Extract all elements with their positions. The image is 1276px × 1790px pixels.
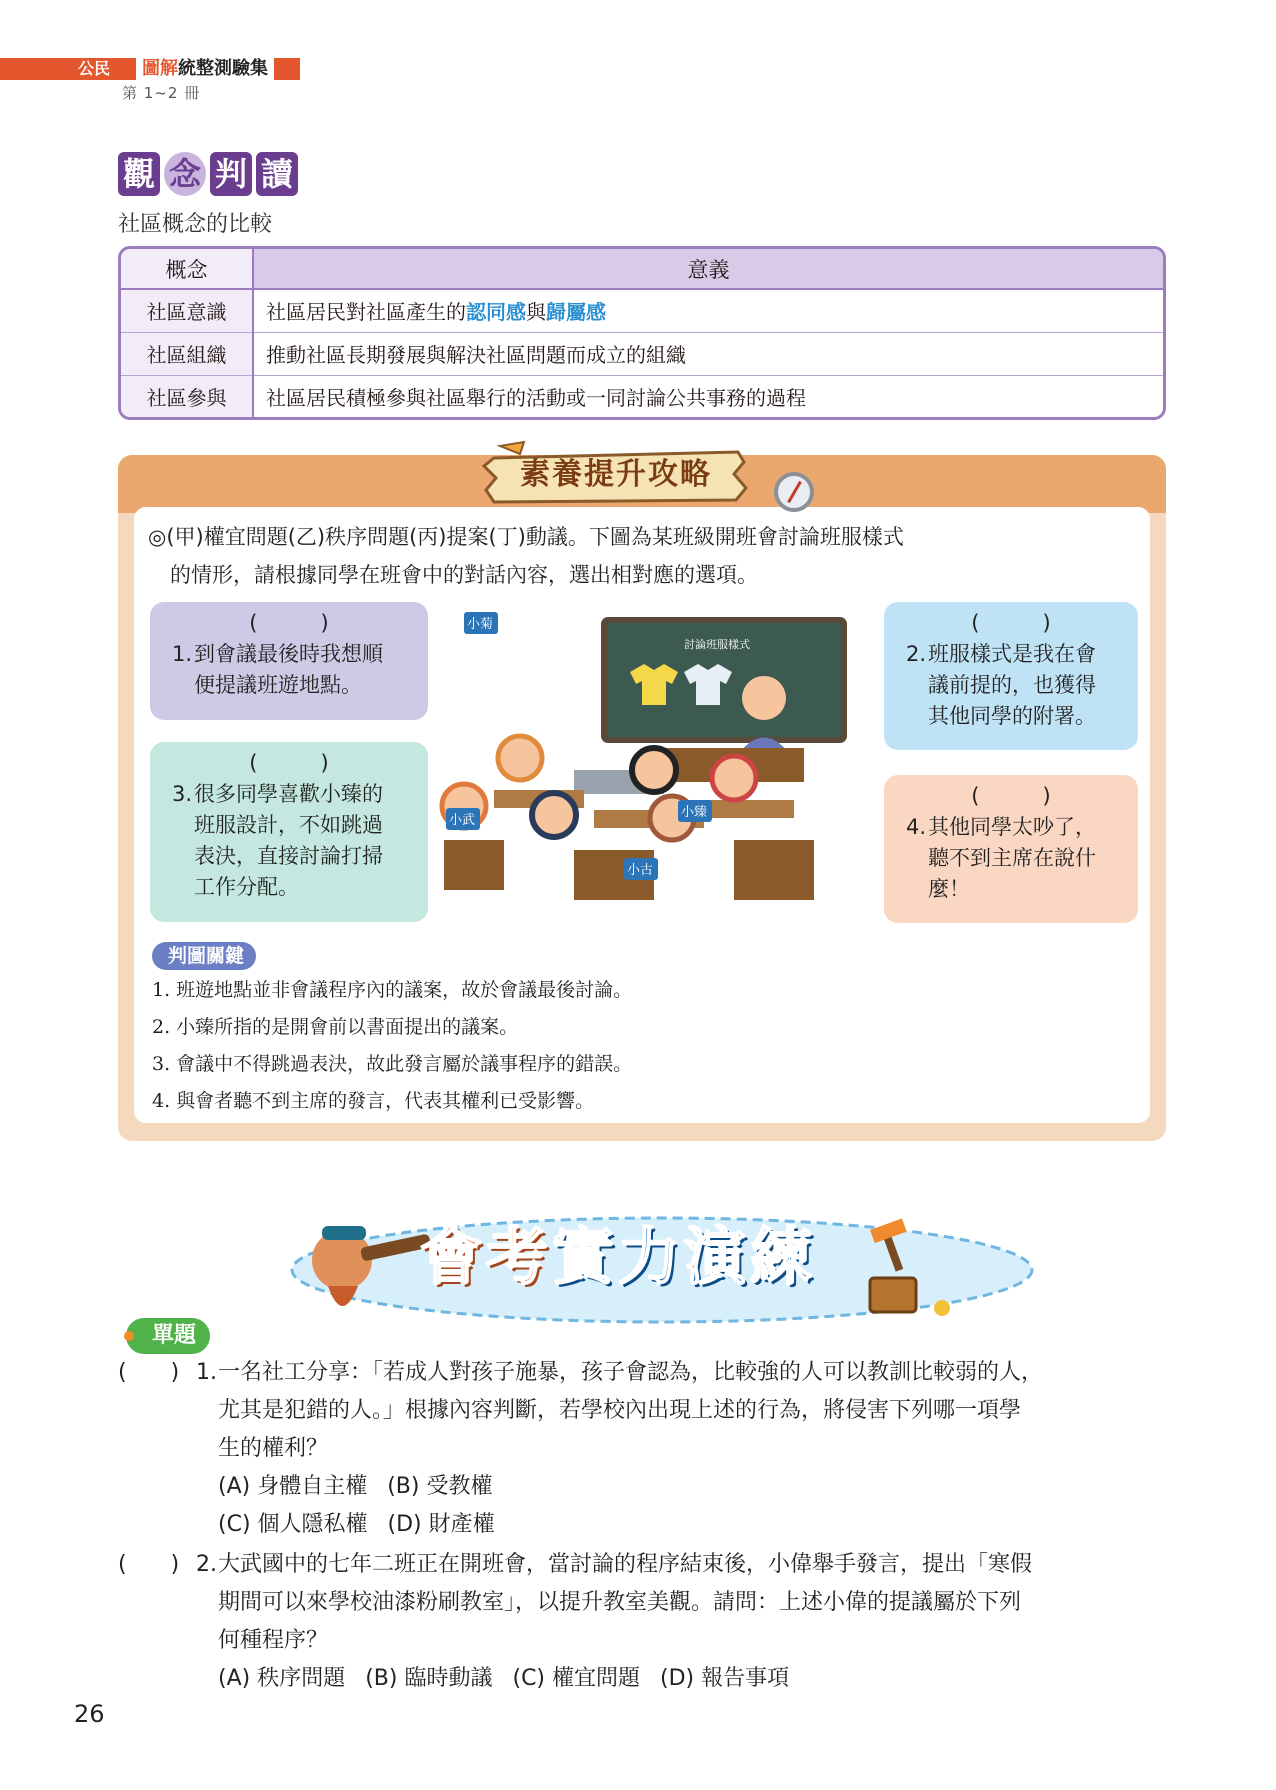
bubble-text: 很多同學喜歡小臻的	[194, 782, 383, 806]
question-text: 尤其是犯錯的人。」根據內容判斷，若學校內出現上述的行為，將侵害下列哪一項學	[218, 1398, 1022, 1423]
single-question-label: 單題	[126, 1318, 210, 1354]
strategy-question	[148, 518, 1148, 594]
bubble-text: 麼！	[928, 877, 970, 901]
student-figure	[498, 736, 542, 780]
bubble-number: 3.	[172, 782, 193, 806]
concept-section-title	[118, 152, 298, 196]
practice-banner-title-part: 會考	[420, 1220, 553, 1293]
page-number: 26	[74, 1700, 105, 1728]
teacher-figure	[742, 676, 786, 720]
concept-title-char: 讀	[256, 152, 298, 196]
question-text: 何種程序？	[218, 1628, 329, 1653]
bubble-text: 其他同學太吵了，	[928, 815, 1096, 839]
speech-bubble-1	[150, 602, 428, 720]
column-header-meaning: 意義	[253, 249, 1163, 289]
table-row	[121, 289, 1163, 332]
bubble-text: 班服設計，不如跳過	[194, 813, 383, 837]
table-row	[121, 332, 1163, 375]
answer-blank[interactable]: ( )	[249, 751, 329, 775]
question-text: 大武國中的七年二班正在開班會，當討論的程序結束後，小偉舉手發言，提出「寒假	[218, 1552, 1033, 1577]
strategy-banner-title: 素養提升攻略	[520, 457, 712, 492]
key-label-badge: 判圖關鍵	[152, 942, 256, 970]
option-a[interactable]: (A) 秩序問題	[218, 1666, 346, 1691]
speech-bubble-4	[884, 775, 1138, 923]
option-b[interactable]: (B) 臨時動議	[365, 1666, 493, 1691]
name-tag: 小臻	[681, 805, 708, 820]
meaning-cell: 推動社區長期發展與解決社區問題而成立的組織	[253, 332, 1163, 375]
header-subject: 公民	[77, 59, 110, 78]
concept-cell: 社區意識	[121, 289, 253, 332]
question-number: 1.	[196, 1360, 217, 1385]
options-row	[218, 1468, 1178, 1506]
concept-subtitle: 社區概念的比較	[118, 212, 273, 237]
bubble-text: 聽不到主席在說什	[928, 846, 1096, 870]
options-row	[218, 1660, 1178, 1698]
blackboard-text: 討論班服樣式	[684, 638, 750, 651]
bubble-text: 便提議班遊地點。	[194, 673, 362, 697]
student-figure	[712, 756, 756, 800]
student-desk	[734, 840, 814, 900]
name-tag: 小武	[449, 813, 476, 828]
list-item: 1. 班遊地點並非會議程序內的議案，故於會議最後討論。	[152, 979, 633, 1001]
concept-cell: 社區參與	[121, 375, 253, 418]
answer-blank[interactable]: ( )	[971, 784, 1051, 808]
concept-table	[118, 246, 1166, 420]
question-item	[118, 1354, 1178, 1544]
answer-blank[interactable]: ( )	[118, 1552, 180, 1577]
option-d[interactable]: (D) 財產權	[387, 1512, 495, 1537]
bubble-text: 班服樣式是我在會	[928, 642, 1096, 666]
question-body	[218, 1546, 1178, 1698]
question-number: 2.	[196, 1552, 217, 1577]
option-a[interactable]: (A) 身體自主權	[218, 1474, 368, 1499]
question-text: 生的權利？	[218, 1436, 329, 1461]
concept-table-header	[121, 249, 1163, 289]
student-figure	[632, 748, 676, 792]
header-book-title	[136, 56, 274, 82]
highlight-term: 歸屬感	[546, 300, 606, 325]
compass-icon	[774, 472, 814, 512]
option-d[interactable]: (D) 報告事項	[660, 1666, 790, 1691]
question-text: 一名社工分享：「若成人對孩子施暴，孩子會認為，比較強的人可以教訓比較弱的人，	[218, 1360, 1044, 1385]
bubble-text: 表決，直接討論打掃	[194, 844, 383, 868]
list-item: 3. 會議中不得跳過表決，故此發言屬於議事程序的錯誤。	[152, 1053, 633, 1075]
concept-title-char: 觀	[118, 152, 160, 196]
meaning-cell: 社區居民積極參與社區舉行的活動或一同討論公共事務的過程	[253, 375, 1163, 418]
answer-blank[interactable]: ( )	[971, 611, 1051, 635]
option-c[interactable]: (C) 個人隱私權	[218, 1512, 368, 1537]
highlight-term: 認同感	[466, 300, 526, 325]
strategy-question-line: ◎(甲)權宜問題(乙)秩序問題(丙)提案(丁)動議。下圖為某班級開班會討論班服樣式	[148, 525, 904, 549]
bubble-number: 1.	[172, 642, 193, 666]
concept-title-char: 判	[210, 152, 252, 196]
classroom-illustration	[434, 610, 880, 910]
practice-banner-title-part: 實力演練	[552, 1220, 817, 1293]
concept-title-char: 念	[164, 152, 206, 196]
option-c[interactable]: (C) 權宜問題	[512, 1666, 641, 1691]
bubble-text: 到會議最後時我想順	[194, 642, 383, 666]
name-tag: 小菊	[467, 617, 494, 632]
student-desk	[444, 840, 504, 890]
question-text: 期間可以來學校油漆粉刷教室」，以提升教室美觀。請問：上述小偉的提議屬於下列	[218, 1590, 1022, 1615]
bubble-number: 2.	[906, 642, 927, 666]
answer-blank[interactable]: ( )	[249, 611, 329, 635]
column-header-concept: 概念	[121, 249, 253, 289]
option-b[interactable]: (B) 受教權	[387, 1474, 493, 1499]
header-book-icon-text: 圖解	[142, 58, 178, 79]
practice-banner-title	[420, 1212, 880, 1302]
header-volume: 第 1~2 冊	[122, 84, 201, 102]
bubble-text: 其他同學的附署。	[928, 704, 1096, 728]
question-body	[218, 1354, 1178, 1544]
speech-bubble-2	[884, 602, 1138, 750]
list-item: 2. 小臻所指的是開會前以書面提出的議案。	[152, 1016, 519, 1038]
question-item	[118, 1546, 1178, 1698]
header-book-title-text: 統整測驗集	[178, 58, 268, 79]
key-points-list	[152, 972, 1112, 1120]
meaning-text: 與	[526, 300, 546, 325]
concept-cell: 社區組織	[121, 332, 253, 375]
options-row	[218, 1506, 1178, 1544]
speech-bubble-3	[150, 742, 428, 922]
list-item: 4. 與會者聽不到主席的發言，代表其權利已受影響。	[152, 1090, 595, 1112]
bubble-number: 4.	[906, 815, 927, 839]
bubble-text: 議前提的，也獲得	[928, 673, 1096, 697]
meaning-cell	[253, 289, 1163, 332]
strategy-question-line: 的情形，請根據同學在班會中的對話內容，選出相對應的選項。	[170, 563, 758, 587]
meaning-text: 社區居民對社區產生的	[266, 300, 466, 325]
name-tag: 小古	[627, 863, 654, 878]
student-figure	[532, 793, 576, 837]
answer-blank[interactable]: ( )	[118, 1360, 180, 1385]
bubble-text: 工作分配。	[194, 875, 299, 899]
table-row	[121, 375, 1163, 418]
